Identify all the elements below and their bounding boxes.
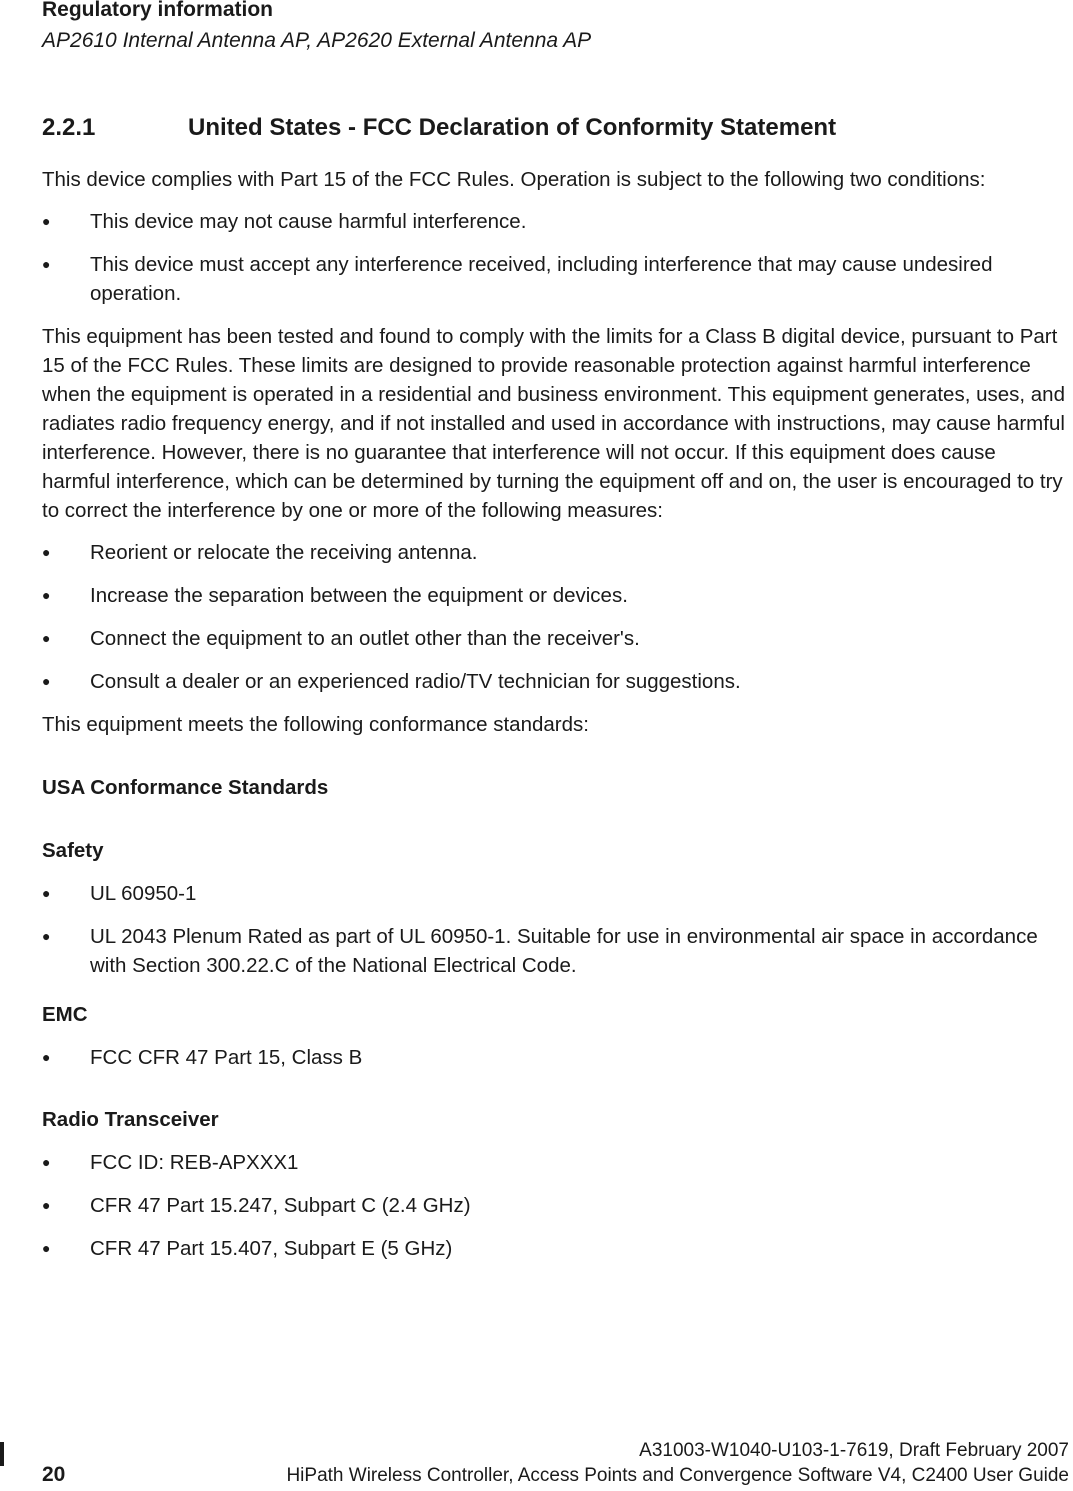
usa-standards-heading: USA Conformance Standards <box>42 776 329 799</box>
list-item: ● Connect the equipment to an outlet other than the receiver's. <box>42 624 1067 653</box>
change-bar <box>0 1442 4 1466</box>
footer-page-number: 20 <box>42 1463 66 1486</box>
list-item: ● This device must accept any interference received, including interference that may cause undesired operation. <box>42 250 1067 308</box>
bullet-icon: ● <box>42 1240 51 1256</box>
list-item: ● UL 60950-1 <box>42 879 1067 908</box>
intro-paragraph: This device complies with Part 15 of the FCC Rules. Operation is subject to the following two conditions: <box>42 168 986 191</box>
bullet-icon: ● <box>42 213 51 229</box>
list-item: ● UL 2043 Plenum Rated as part of UL 60950-1. Suitable for use in environmental air space in accordance with Section 300.22.C of the National Electrical Code. <box>42 922 1067 980</box>
bullet-icon: ● <box>42 630 51 646</box>
running-header-subtitle: AP2610 Internal Antenna AP, AP2620 External Antenna AP <box>42 29 592 52</box>
footer-document-id: A31003-W1040-U103-1-7619, Draft February 2007 <box>639 1440 1069 1461</box>
section-title: United States - FCC Declaration of Conformity Statement <box>188 114 837 141</box>
list-item: ● CFR 47 Part 15.407, Subpart E (5 GHz) <box>42 1234 1067 1263</box>
list-item: ● Reorient or relocate the receiving antenna. <box>42 538 1067 567</box>
bullet-icon: ● <box>42 928 51 944</box>
bullet-icon: ● <box>42 256 51 272</box>
testing-paragraph: This equipment has been tested and found to comply with the limits for a Class B digital device, pursuant to Part 15 of the FCC Rules. These limits are designed to provide reasonable protection against harmful interference when the equipment is operated in a residential and business environment. This equipment generates, uses, and radiates radio frequency energy, and if not installed and used in accordance with instructions, may cause harmful interference. However, there is no guarantee that interference will not occur. If this equipment does cause harmful interference, which can be determined by turning the equipment off and on, the user is encouraged to try to correct the interference by one or more of the following measures: <box>42 325 1065 522</box>
list-item: ● Consult a dealer or an experienced radio/TV technician for suggestions. <box>42 667 1067 696</box>
safety-heading: Safety <box>42 839 104 862</box>
radio-list <box>42 1148 1067 1263</box>
safety-list <box>42 879 1067 980</box>
bullet-icon: ● <box>42 1154 51 1170</box>
bullet-icon: ● <box>42 673 51 689</box>
standards-intro: This equipment meets the following conformance standards: <box>42 713 589 736</box>
bullet-icon: ● <box>42 1197 51 1213</box>
list-item: ● This device may not cause harmful interference. <box>42 207 1067 236</box>
emc-heading: EMC <box>42 1003 88 1026</box>
list-item: ● Increase the separation between the equipment or devices. <box>42 581 1067 610</box>
footer-guide-title: HiPath Wireless Controller, Access Points and Convergence Software V4, C2400 User Guide <box>286 1465 1069 1486</box>
bullet-icon: ● <box>42 1049 51 1065</box>
running-header-title: Regulatory information <box>42 0 274 21</box>
section-number: 2.2.1 <box>42 114 96 141</box>
list-item: ● FCC CFR 47 Part 15, Class B <box>42 1043 1067 1072</box>
conditions-list <box>42 207 1067 308</box>
main-content <box>42 165 1067 1277</box>
radio-heading: Radio Transceiver <box>42 1108 219 1131</box>
measures-list <box>42 538 1067 696</box>
list-item: ● FCC ID: REB-APXXX1 <box>42 1148 1067 1177</box>
section-heading <box>42 114 836 142</box>
bullet-icon: ● <box>42 544 51 560</box>
bullet-icon: ● <box>42 587 51 603</box>
list-item: ● CFR 47 Part 15.247, Subpart C (2.4 GHz) <box>42 1191 1067 1220</box>
emc-list <box>42 1043 1067 1072</box>
bullet-icon: ● <box>42 885 51 901</box>
